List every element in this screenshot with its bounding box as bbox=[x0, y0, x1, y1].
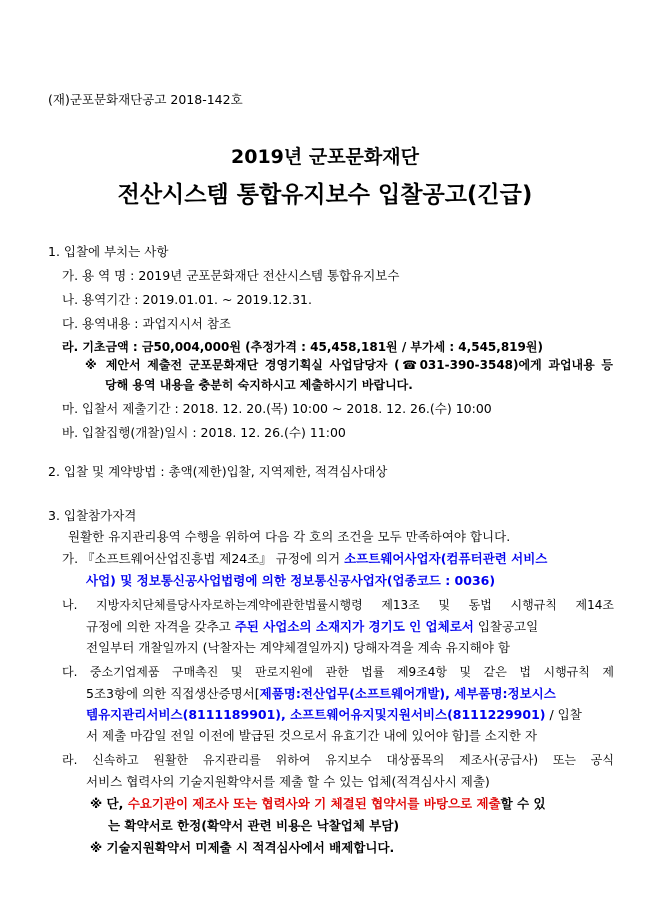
section-1-note-line-1: ※ 제안서 제출전 군포문화재단 경영기획실 사업담당자 (☎031-390-3548)에게 과업내용 등 bbox=[85, 358, 613, 372]
section-1-item-ga: 가. 용 역 명 : 2019년 군포문화재단 전산시스템 통합유지보수 bbox=[62, 268, 400, 283]
section-3-intro: 원활한 유지관리용역 수행을 위하여 다음 각 호의 조건을 모두 만족하여야 합니다. bbox=[68, 529, 511, 544]
section-3-item-da-line-3 bbox=[86, 707, 582, 723]
da-highlight-2: 템유지관리서비스(8111189901), 소프트웨어유지및지원서비스(8111229901) bbox=[86, 707, 546, 722]
section-1-note-line-2: 당해 용역 내용을 충분히 숙지하시고 제출하시기 바랍니다. bbox=[105, 378, 413, 392]
na-text: 규정에 의한 자격을 갖추고 bbox=[86, 619, 235, 634]
section-3-note-1-line-1 bbox=[90, 796, 546, 812]
ga-highlight: 소프트웨어사업자(컴퓨터관련 서비스 bbox=[344, 551, 548, 566]
ga-text: 가. 『소프트웨어산업진흥법 제24조』 규정에 의거 bbox=[62, 551, 345, 566]
section-3-note-2: ※ 기술지원확약서 미제출 시 적격심사에서 배제합니다. bbox=[90, 840, 395, 855]
da-text: 5조3항에 의한 직접생산증명서[ bbox=[86, 686, 260, 701]
section-3-item-na-line-2 bbox=[86, 619, 538, 635]
section-3-item-da-line-4: 서 제출 마감일 전일 이전에 발급된 것으로서 유효기간 내에 있어야 함]를 소지한 자 bbox=[86, 728, 538, 743]
section-1-item-na: 나. 용역기간 : 2019.01.01. ~ 2019.12.31. bbox=[62, 292, 312, 307]
note1-highlight: 수요기관이 제조사 또는 협력사와 기 체결된 협약서를 바탕으로 제출 bbox=[127, 796, 501, 811]
section-3-item-ra-line-1: 라. 신속하고 원활한 유지관리를 위하여 유지보수 대상품목의 제조사(공급사) 또는 공식 bbox=[62, 753, 614, 767]
note1-text: ※ 단, bbox=[90, 796, 128, 811]
page-title: 전산시스템 통합유지보수 입찰공고(긴급) bbox=[117, 182, 533, 208]
notice-number: (재)군포문화재단공고 2018-142호 bbox=[48, 92, 243, 107]
section-3-item-ra-line-2: 서비스 협력사의 기술지원확약서를 제출 할 수 있는 업체(적격심사시 제출) bbox=[86, 774, 490, 789]
title-line-1: 2019년 군포문화재단 bbox=[231, 146, 419, 168]
na-text-post: 입찰공고일 bbox=[473, 619, 539, 634]
section-3-heading: 3. 입찰참가자격 bbox=[48, 508, 137, 523]
da-highlight-1: 제품명:전산업무(소프트웨어개발), 세부품명:정보시스 bbox=[259, 686, 556, 701]
section-3-item-da-line-2 bbox=[86, 686, 556, 702]
da-text-post: / 입찰 bbox=[545, 707, 582, 722]
section-2-heading: 2. 입찰 및 계약방법 : 총액(제한)입찰, 지역제한, 적격심사대상 bbox=[48, 464, 388, 479]
section-1-item-ma: 마. 입찰서 제출기간 : 2018. 12. 20.(목) 10:00 ~ 2018. 12. 26.(수) 10:00 bbox=[62, 401, 492, 416]
note1-text-post: 할 수 있 bbox=[500, 796, 546, 811]
section-3-note-1-line-2: 는 확약서로 한정(확약서 관련 비용은 낙찰업체 부담) bbox=[108, 818, 400, 833]
na-highlight: 주된 사업소의 소재지가 경기도 인 업체로서 bbox=[234, 619, 474, 634]
section-1-item-da: 다. 용역내용 : 과업지시서 참조 bbox=[62, 316, 231, 331]
section-3-item-na-line-3: 전일부터 개찰일까지 (낙찰자는 계약체결일까지) 당해자격을 계속 유지해야 함 bbox=[86, 640, 510, 655]
section-1-heading: 1. 입찰에 부치는 사항 bbox=[48, 244, 169, 259]
section-3-item-ga-line-2: 사업) 및 정보통신공사업법령에 의한 정보통신공사업자(업종코드 : 0036) bbox=[86, 573, 496, 588]
section-1-item-ra: 라. 기초금액 : 금50,004,000원 (추정가격 : 45,458,181원 / 부가세 : 4,545,819원) bbox=[62, 340, 543, 354]
section-3-item-ga-line-1 bbox=[62, 551, 547, 567]
section-1-item-ba: 바. 입찰집행(개찰)일시 : 2018. 12. 26.(수) 11:00 bbox=[62, 425, 346, 440]
section-3-item-da-line-1: 다. 중소기업제품 구매촉진 및 판로지원에 관한 법률 제9조4항 및 같은 법 시행규칙 제 bbox=[62, 665, 614, 679]
section-3-item-na-line-1: 나. 지방자치단체를당사자로하는계약에관한법률시행령 제13조 및 동법 시행규칙 제14조 bbox=[62, 598, 614, 612]
